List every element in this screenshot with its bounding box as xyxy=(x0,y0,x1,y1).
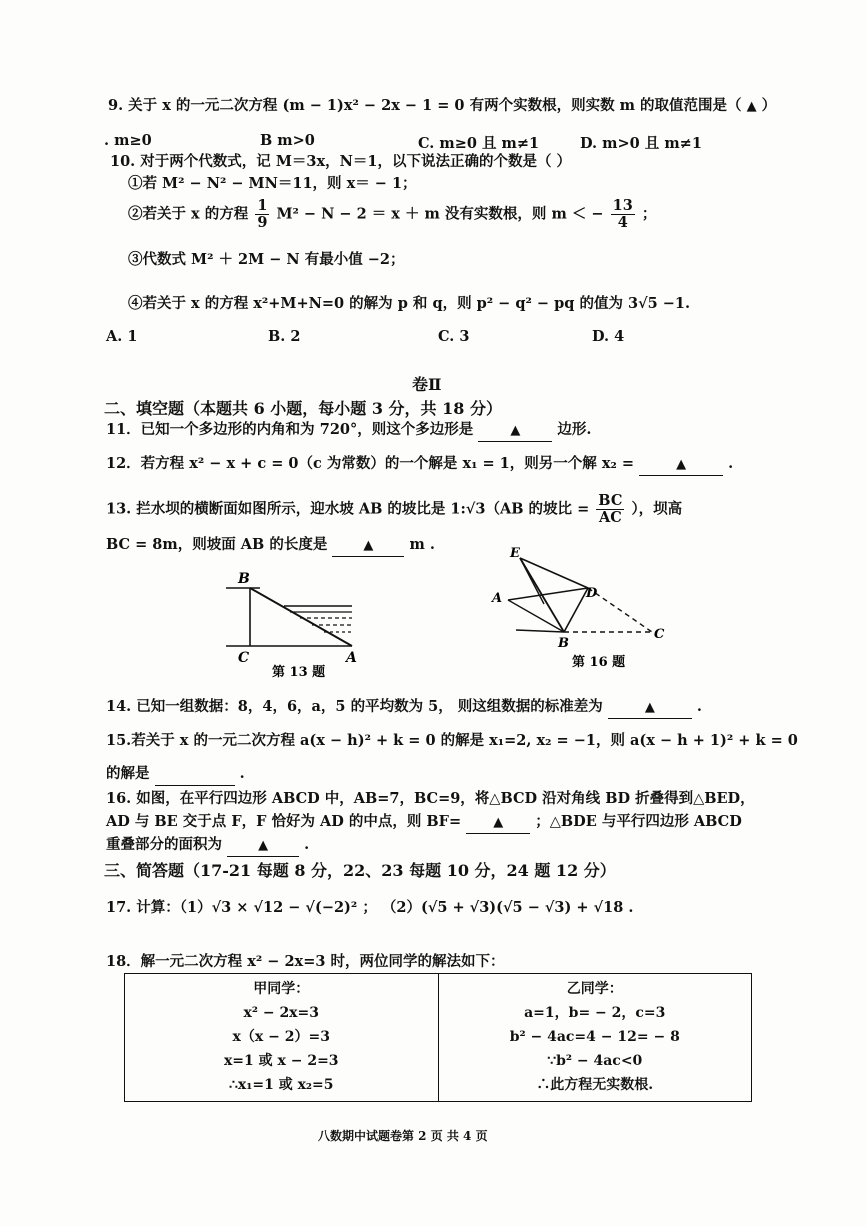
q12-text: 12．若方程 x² − x + c = 0（c 为常数）的一个解是 x₁ = 1，则另一个解 x₂ = xyxy=(106,455,640,472)
q9-option-a: . m≥0 xyxy=(104,132,152,149)
q18: 18．解一元二次方程 x² − 2x=3 时，两位同学的解法如下： xyxy=(106,953,505,970)
answer-blank xyxy=(639,454,723,476)
answer-mark: ▲ xyxy=(644,700,655,715)
q15-line-1: 15.若关于 x 的一元二次方程 a(x − h)² + k = 0 的解是 x₁=2, x₂ = −1，则 a(x − h + 1)² + k = 0 xyxy=(106,732,798,749)
q11-post: 边形. xyxy=(557,421,592,438)
answer-blank xyxy=(332,535,404,557)
answer-blank xyxy=(466,812,530,834)
figure-16-caption: 第 16 题 xyxy=(572,655,626,670)
slope-fraction xyxy=(596,493,624,526)
q14-text: 14. 已知一组数据：8，4，6，a，5 的平均数为 5， 则这组数据的标准差为 xyxy=(106,698,603,715)
q16-line-2 xyxy=(106,812,742,834)
frac-denominator: AC xyxy=(598,509,622,526)
answer-mark: ▲ xyxy=(258,838,269,853)
answer-blank xyxy=(608,697,692,719)
answer-mark: ▲ xyxy=(510,423,521,438)
solution-line: x（x − 2）=3 xyxy=(232,1029,330,1045)
figure-16 xyxy=(486,544,676,672)
label-c: C xyxy=(654,627,665,642)
volume-heading: 卷Ⅱ xyxy=(412,375,442,394)
q10-s2-mid: M² − N − 2 ＝ x ＋ m 没有实数根，则 m ＜ − xyxy=(276,205,604,223)
solution-line: x² − 2x=3 xyxy=(243,1005,320,1021)
q13-text: 13. 拦水坝的横断面如图所示，迎水坡 AB 的坡比是 1:√3（AB 的坡比 = xyxy=(106,500,595,518)
q10-statement-3: ③代数式 M² ＋ 2M − N 有最小值 −2； xyxy=(128,251,405,268)
q9-option-b: B m>0 xyxy=(260,132,315,149)
q9-option-c: C. m≥0 且 m≠1 xyxy=(418,135,540,152)
answer-mark: ▲ xyxy=(493,815,504,830)
q11-text: 11．已知一个多边形的内角和为 720°，则这个多边形是 xyxy=(106,421,474,438)
q16-line-1: 16. 如图，在平行四边形 ABCD 中，AB=7，BC=9，将△BCD 沿对角线 BD 折叠得到△BED， xyxy=(106,790,755,807)
q10-statement-4: ④若关于 x 的方程 x²+M+N=0 的解为 p 和 q，则 p² − q² − pq 的值为 3√5 −1. xyxy=(128,295,691,312)
q10-statement-1: ①若 M² − N² − MN＝11，则 x＝ − 1； xyxy=(128,175,417,192)
q14 xyxy=(106,697,702,719)
q15-post: . xyxy=(239,765,245,782)
frac-numerator: 13 xyxy=(612,197,633,214)
figure-13-caption: 第 13 题 xyxy=(272,665,326,680)
q11 xyxy=(106,420,591,442)
answer-blank xyxy=(155,764,235,786)
q10-option-a: A. 1 xyxy=(106,328,138,345)
label-c: C xyxy=(238,650,250,666)
section-3-heading: 三、简答题（17-21 每题 8 分，22、23 每题 10 分，24 题 12 分） xyxy=(104,861,616,880)
answer-mark: ▲ xyxy=(746,99,757,114)
frac-denominator: 4 xyxy=(617,214,628,231)
q13-post: ），坝高 xyxy=(631,500,683,518)
q15-l2-text: 的解是 xyxy=(106,765,150,782)
q10-s2-end: ； xyxy=(641,205,657,223)
answer-blank xyxy=(227,835,299,857)
q9-stem-text: 9. 关于 x 的一元二次方程 (m − 1)x² − 2x − 1 = 0 有两个实数根，则实数 m 的取值范围是（ xyxy=(108,97,742,114)
q16-l2-text: AD 与 BE 交于点 F，F 恰好为 AD 的中点，则 BF= xyxy=(106,813,462,830)
student-jia-column xyxy=(125,974,439,1102)
q9-stem xyxy=(108,96,776,117)
frac-denominator: 9 xyxy=(257,214,268,231)
solution-line: ∴此方程无实数根. xyxy=(536,1077,654,1093)
q17: 17. 计算：（1）√3 × √12 − √(−2)² ； （2）(√5 + √3)(√5 − √3) + √18 . xyxy=(106,899,634,916)
label-d: D xyxy=(586,586,598,601)
solution-line: a=1，b= − 2，c=3 xyxy=(524,1005,666,1021)
solution-line: x=1 或 x − 2=3 xyxy=(223,1053,339,1069)
q16-l2-post: ；△BDE 与平行四边形 ABCD xyxy=(535,813,742,830)
q10-option-c: C. 3 xyxy=(438,328,470,345)
solution-line: ∵b² − 4ac<0 xyxy=(547,1053,643,1069)
q10-option-d: D. 4 xyxy=(592,328,625,345)
fraction-13-4 xyxy=(611,198,635,231)
q9-close: ） xyxy=(761,97,777,114)
frac-numerator: 1 xyxy=(257,197,268,214)
q12-post: . xyxy=(728,455,734,472)
q13-line-1 xyxy=(106,493,682,526)
label-b: B xyxy=(558,636,569,651)
solution-line: ∴x₁=1 或 x₂=5 xyxy=(228,1077,334,1093)
q13-l2-text: BC = 8m，则坡面 AB 的长度是 xyxy=(106,536,328,553)
q10-s2-pre: ②若关于 x 的方程 xyxy=(128,205,249,223)
q10-option-b: B. 2 xyxy=(268,328,301,345)
label-a: A xyxy=(492,591,503,606)
solution-line: 甲同学： xyxy=(253,981,310,997)
q15-line-2 xyxy=(106,764,245,786)
q10-statement-2 xyxy=(128,198,656,231)
answer-mark: ▲ xyxy=(676,457,687,472)
q12 xyxy=(106,454,733,476)
solution-line: 乙同学： xyxy=(566,981,623,997)
student-yi-column xyxy=(438,974,752,1102)
q16-l3-text: 重叠部分的面积为 xyxy=(106,836,222,853)
q13-line-2 xyxy=(106,535,435,557)
figure-13 xyxy=(220,568,370,680)
section-2-heading: 二、填空题（本题共 6 小题，每小题 3 分，共 18 分） xyxy=(104,399,502,418)
fraction-one-ninth xyxy=(255,198,269,231)
q16-l3-post: . xyxy=(304,836,310,853)
label-b: B xyxy=(238,571,250,587)
label-e: E xyxy=(510,546,520,561)
q13-l2-post: m . xyxy=(409,536,435,553)
page-footer: 八数期中试题卷第 2 页 共 4 页 xyxy=(318,1129,488,1143)
answer-mark: ▲ xyxy=(363,538,374,553)
solution-line: b² − 4ac=4 − 12= − 8 xyxy=(509,1029,680,1045)
q10-stem: 10. 对于两个代数式，记 M＝3x，N＝1，以下说法正确的个数是（ ） xyxy=(110,153,571,170)
q14-post: . xyxy=(696,698,702,715)
label-a: A xyxy=(346,650,357,666)
q16-line-3 xyxy=(106,835,309,857)
solutions-table xyxy=(124,973,752,1102)
answer-blank xyxy=(478,420,552,442)
frac-numerator: BC xyxy=(598,492,623,509)
q9-option-d: D. m>0 且 m≠1 xyxy=(580,135,702,152)
